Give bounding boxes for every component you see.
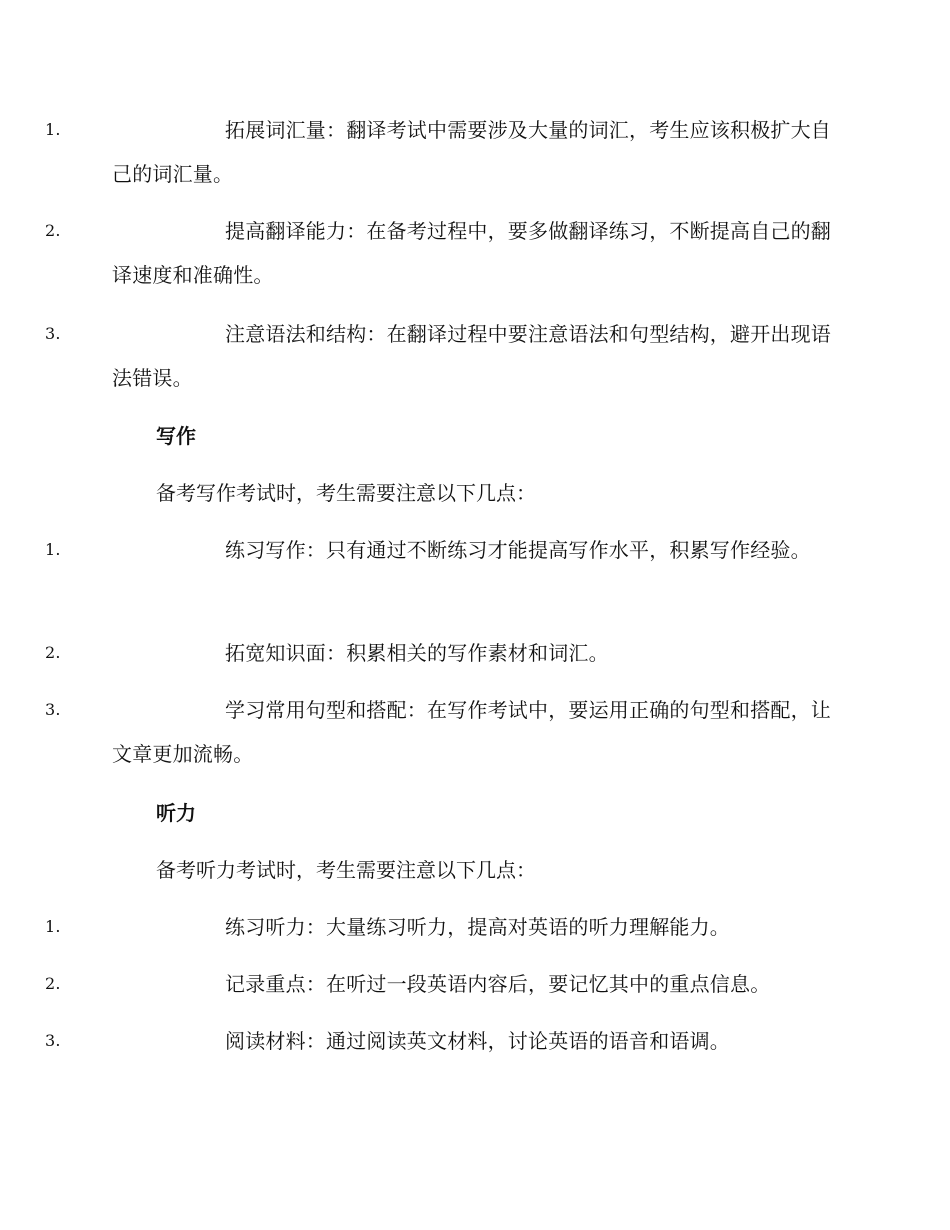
list-number: 2.: [45, 643, 61, 662]
list-text: 阅读材料：通过阅读英文材料，讨论英语的语音和语调。: [225, 1029, 730, 1053]
list-number: 3.: [45, 1031, 61, 1050]
list-text: 注意语法和结构：在翻译过程中要注意语法和句型结构，避开出现语法错误。: [112, 322, 831, 390]
list-number: 3.: [45, 700, 61, 719]
list-item: [45, 312, 834, 400]
list-number: 2.: [45, 221, 61, 240]
list-number: 1.: [45, 540, 61, 559]
list-text: 学习常用句型和搭配：在写作考试中，要运用正确的句型和搭配，让文章更加流畅。: [112, 698, 831, 766]
section-intro-writing: 备考写作考试时，考生需要注意以下几点：: [156, 481, 536, 505]
section-heading-listening: 听力: [156, 801, 196, 825]
list-text: 拓宽知识面：积累相关的写作素材和词汇。: [225, 641, 609, 665]
list-item: [45, 1019, 834, 1063]
section-intro-listening: 备考听力考试时，考生需要注意以下几点：: [156, 858, 536, 882]
list-text: 练习听力：大量练习听力，提高对英语的听力理解能力。: [225, 915, 730, 939]
list-number: 1.: [45, 120, 61, 139]
list-number: 1.: [45, 917, 61, 936]
list-text: 记录重点：在听过一段英语内容后，要记忆其中的重点信息。: [225, 972, 771, 996]
list-item: [45, 905, 834, 949]
list-item: [45, 962, 834, 1006]
list-item: [45, 209, 834, 297]
list-text: 练习写作：只有通过不断练习才能提高写作水平，积累写作经验。: [225, 538, 811, 562]
list-item: [45, 528, 834, 572]
list-item: [45, 688, 834, 776]
list-item: [45, 631, 834, 675]
section-heading-writing: 写作: [156, 424, 196, 448]
list-text: 拓展词汇量：翻译考试中需要涉及大量的词汇，考生应该积极扩大自己的词汇量。: [112, 118, 831, 186]
list-number: 2.: [45, 974, 61, 993]
list-number: 3.: [45, 324, 61, 343]
list-text: 提高翻译能力：在备考过程中，要多做翻译练习，不断提高自己的翻译速度和准确性。: [112, 219, 831, 287]
list-item: [45, 108, 834, 196]
